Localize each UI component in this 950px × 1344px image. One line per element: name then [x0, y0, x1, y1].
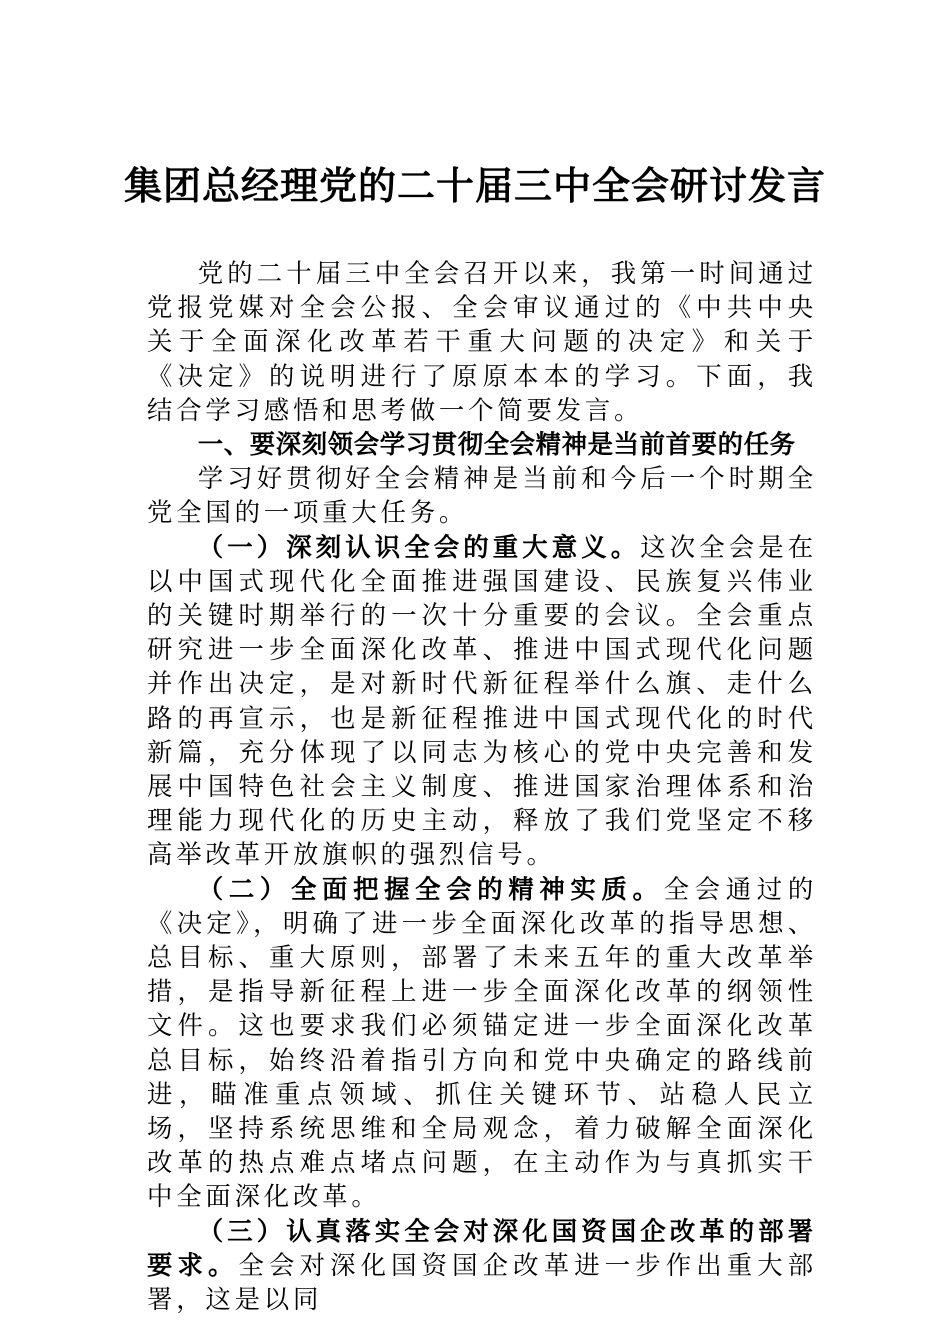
subsection-lead: （二）全面把握全会的精神实质。 — [197, 873, 664, 904]
paragraph-text: 这次全会是在以中国式现代化全面推进强国建设、民族复兴伟业的关键时期举行的一次十分重要的会议。全会重点研究进一步全面深化改革、推进中国式现代化问题并作出决定，是对新时代新征程举什么旗、走什么路的再宣示，也是新征程推进中国式现代化的时代新篇，充分体现了以同志为核心的党中央完善和发展中国特色社会主义制度、推进国家治理体系和治理能力现代化的历史主动，释放了我们党坚定不移高举改革开放旗帜的强烈信号。 — [147, 531, 817, 870]
paragraph-text: 学习好贯彻好全会精神是当前和今后一个时期全党全国的一项重大任务。 — [147, 463, 817, 528]
paragraph-intro — [147, 256, 817, 427]
section-heading-1 — [147, 427, 817, 461]
paragraph-subsection-2 — [147, 872, 817, 1214]
paragraph-subsection-3 — [147, 1214, 817, 1317]
subsection-lead: （一）深刻认识全会的重大意义。 — [197, 531, 641, 562]
paragraph-text: 党的二十届三中全会召开以来，我第一时间通过党报党媒对全会公报、全会审议通过的《中共中央关于全面深化改革若干重大问题的决定》和关于《决定》的说明进行了原原本本的学习。下面，我结合学习感悟和思考做一个简要发言。 — [147, 258, 817, 425]
document-title: 集团总经理党的二十届三中全会研讨发言 — [123, 163, 826, 208]
document-body — [147, 256, 817, 1316]
paragraph-text: 全会对深化国资国企改革进一步作出重大部署，这是以同 — [147, 1249, 817, 1315]
paragraph-subsection-1 — [147, 530, 817, 872]
paragraph-text: 全会通过的《决定》，明确了进一步全面深化改革的指导思想、总目标、重大原则，部署了未来五年的重大改革举措，是指导新征程上进一步全面深化改革的纲领性文件。这也要求我们必须锚定进一步全面深化改革总目标，始终沿着指引方向和党中央确定的路线前进，瞄准重点领域、抓住关键环节、站稳人民立场，坚持系统思维和全局观念，着力破解全面深化改革的热点难点堵点问题，在主动作为与真抓实干中全面深化改革。 — [147, 873, 818, 1212]
subsection-lead: （三）认真落实全会对深化国资国企改革的部署要求。 — [147, 1215, 817, 1280]
heading-text: 一、要深刻领会学习贯彻全会精神是当前首要的任务 — [197, 429, 796, 460]
paragraph-section-1-intro — [147, 461, 817, 529]
